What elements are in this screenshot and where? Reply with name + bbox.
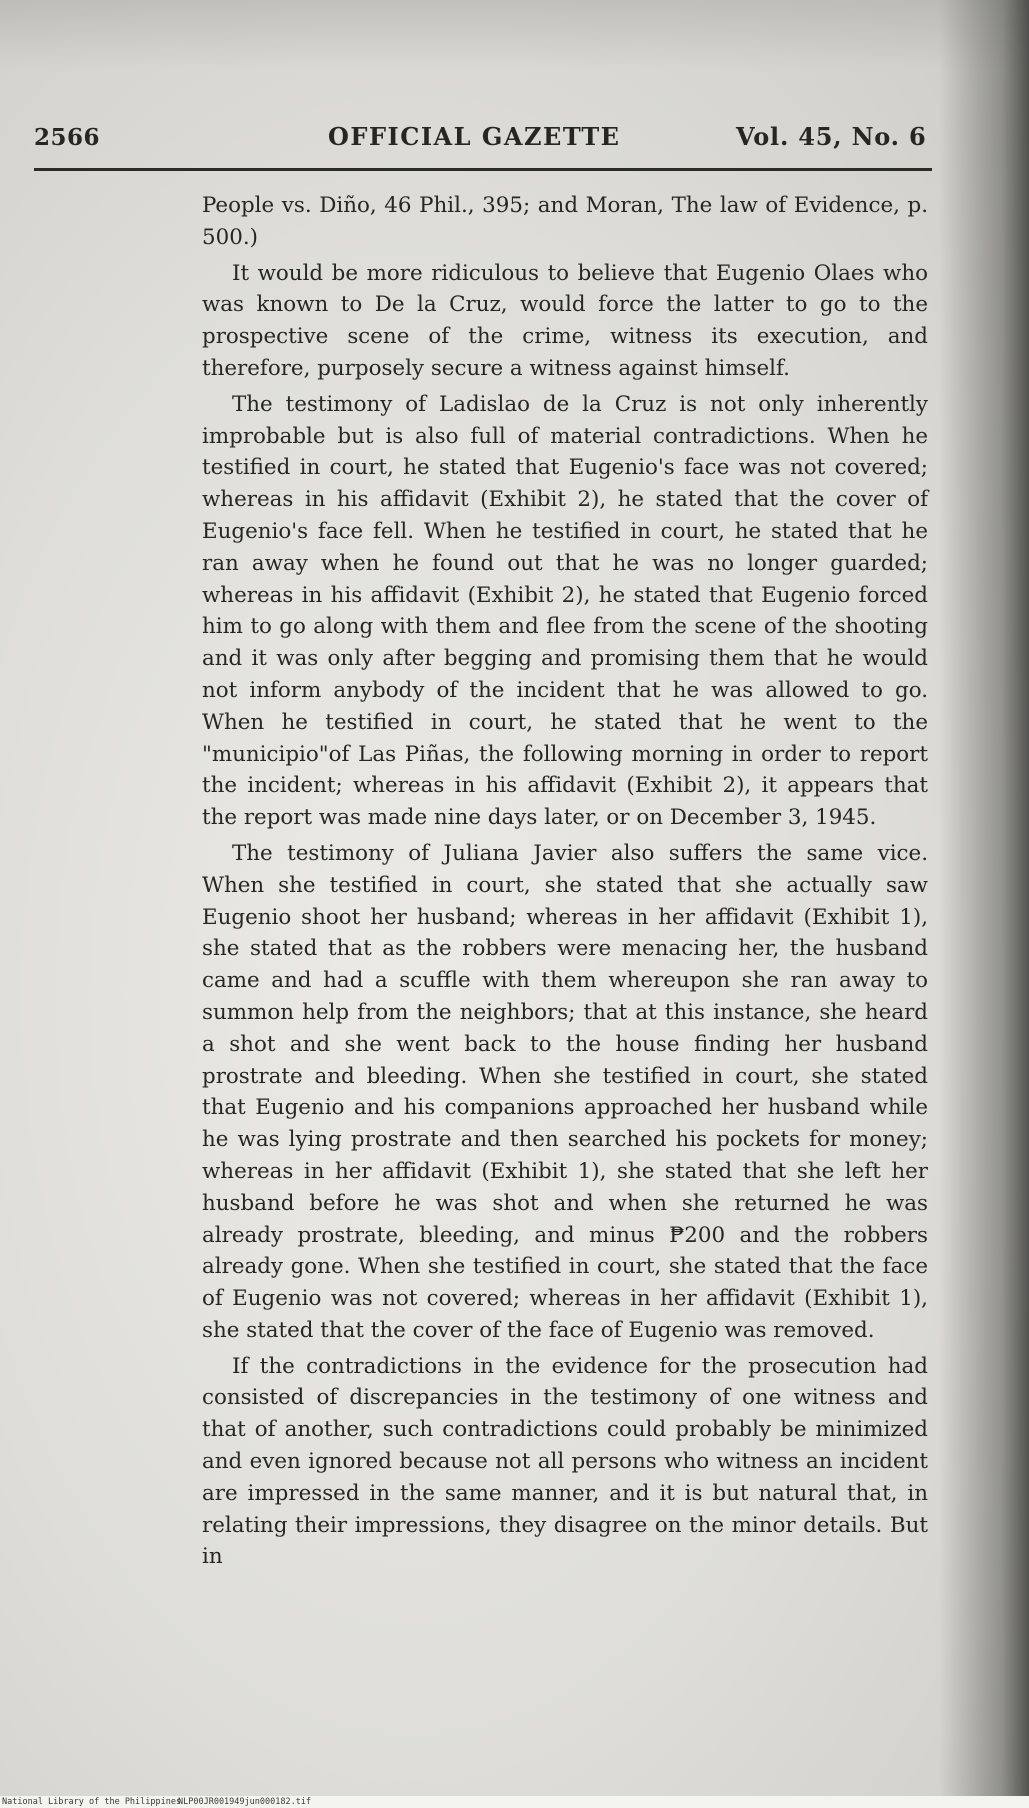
paragraph-juliana-testimony: The testimony of Juliana Javier also suffers the same vice. When she testified in court, she stated that she actually saw Eugenio shoot her husband; whereas in her affidavit (Exhibit 1), she stated that as the robbers were menacing her, the husband came and had a scuffle with them whereupon she ran away to summon help from the neighbors; that at this instance, she heard a shot and she went back to the house finding her husband prostrate and bleeding. When she testified in court, she stated that Eugenio and his companions approached her husband while he was lying prostrate and then searched his pockets for money; whereas in her affidavit (Exhibit 1), she stated that she left her husband before he was shot and when she returned he was already prostrate, bleeding, and minus ₱200 and the robbers already gone. When she testified in court, she stated that the face of Eugenio was not covered; whereas in her affidavit (Exhibit 1), she stated that the cover of the face of Eugenio was removed. [202,840,928,1343]
page-header [34,118,944,158]
header-rule [34,168,932,171]
paragraph-ladislao-testimony: The testimony of Ladislao de la Cruz is not only inherently improbable but is also full of material contradictions. When he testified in court, he stated that Eugenio's face was not covered; whereas in his affidavit (Exhibit 2), he stated that the cover of Eugenio's face fell. When he testified in court, he stated that he ran away when he found out that he was no longer guarded; whereas in his affidavit (Exhibit 2), he stated that Eugenio forced him to go along with them and flee from the scene of the shooting and it was only after begging and promising them that he would not inform anybody of the incident that he was allowed to go. When he testified in court, he stated that he went to the "municipio"of Las Piñas, the following morning in order to report the incident; whereas in his affidavit (Exhibit 2), it appears that the report was made nine days later, or on December 3, 1945. [202,391,928,831]
running-title: OFFICIAL GAZETTE [328,122,621,151]
page-number: 2566 [34,124,101,151]
library-credit: National Library of the Philippines [2,1797,182,1807]
body-text [202,190,928,1573]
paragraph-ridiculous: It would be more ridiculous to believe that Eugenio Olaes who was known to De la Cruz, would force the latter to go to the prospective scene of the crime, witness its execution, and therefore, purposely secure a witness against himself. [202,260,928,381]
scan-shadow-top [0,0,1029,70]
paragraph-contradictions: If the contradictions in the evidence for the prosecution had consisted of discrepancies in the testimony of one witness and that of another, such contradictions could probably be minimized and even ignored because not all persons who witness an incident are impressed in the same manner, and it is but natural that, in relating their impressions, they disagree on the minor details. But in [202,1353,928,1570]
scan-shadow-right [939,0,1029,1808]
paragraph-citation: People vs. Diño, 46 Phil., 395; and Moran, The law of Evidence, p. 500.) [202,193,928,250]
file-identifier: NLP00JR001949jun000182.tif [178,1797,312,1807]
volume-number: Vol. 45, No. 6 [736,122,927,151]
scan-footer [0,1796,1029,1808]
